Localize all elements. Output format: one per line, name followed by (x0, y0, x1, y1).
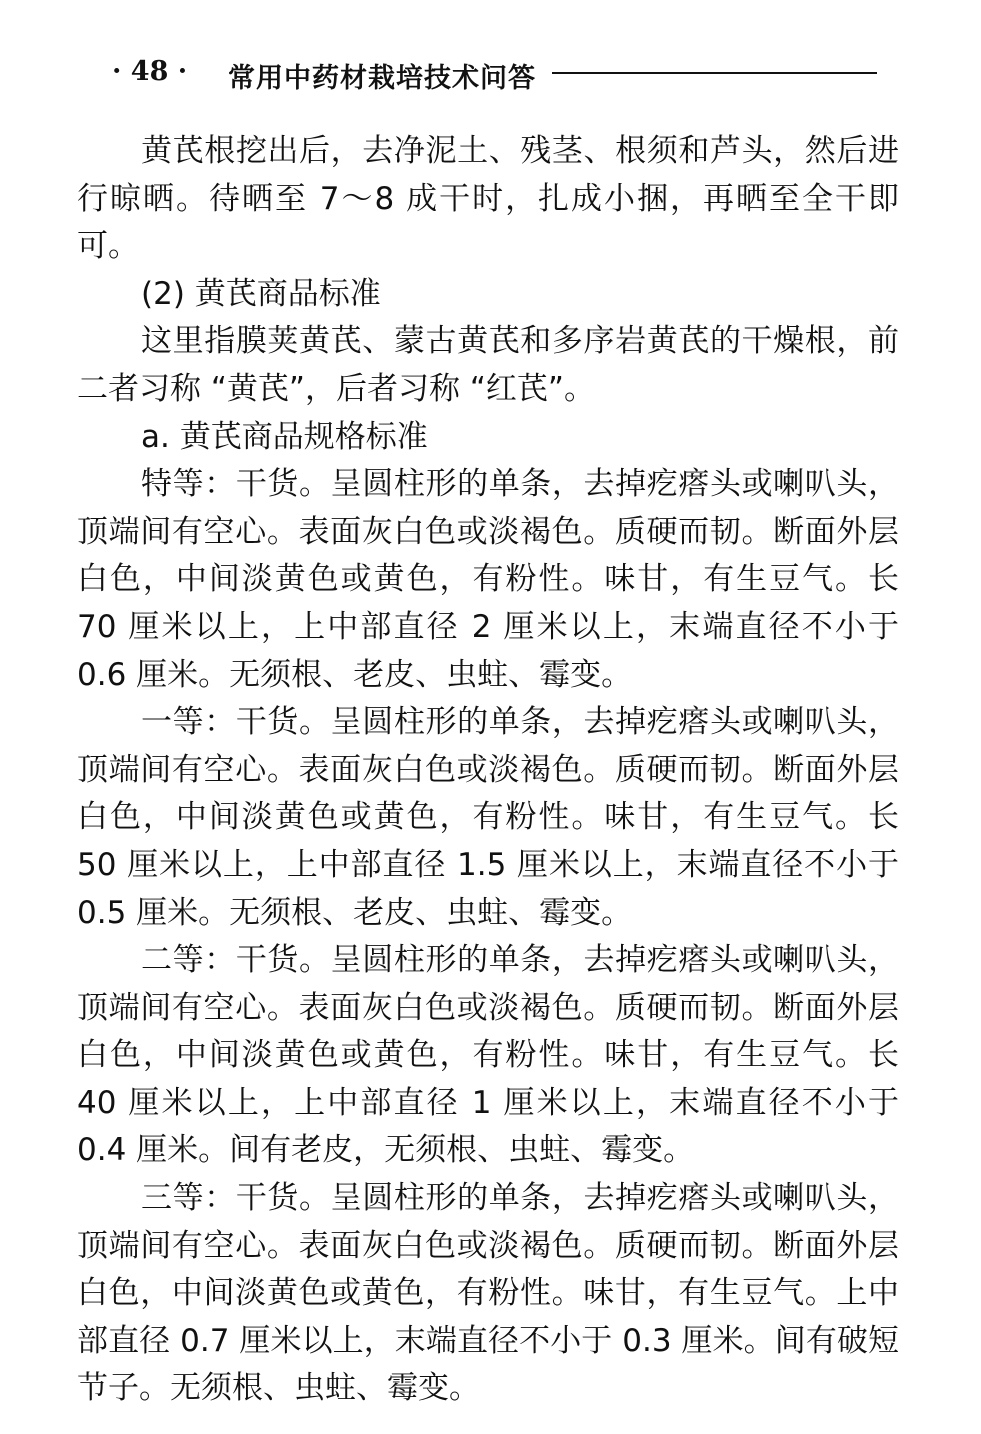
paragraph-grade-special: 特等：干货。呈圆柱形的单条，去掉疙瘩头或喇叭头，顶端间有空心。表面灰白色或淡褐色。质硬而韧。断面外层白色，中间淡黄色或黄色，有粉性。味甘，有生豆气。长 70 厘米以上，上中部直径 2 厘米以上，末端直径不小于 0.6 厘米。无须根、老皮、虫蛀、霉变。 (77, 466, 899, 693)
page-body (77, 128, 899, 1413)
page-header (112, 56, 882, 96)
section-heading: (2) 黄芪商品标准 (141, 275, 381, 312)
paragraph-grade-third: 三等：干货。呈圆柱形的单条，去掉疙瘩头或喇叭头，顶端间有空心。表面灰白色或淡褐色。质硬而韧。断面外层白色，中间淡黄色或黄色，有粉性。味甘，有生豆气。上中部直径 0.7 厘米以上，末端直径不小于 0.3 厘米。间有破短节子。无须根、虫蛀、霉变。 (77, 1180, 899, 1407)
page-number: · 48 · (112, 56, 188, 87)
paragraph-grade-first: 一等：干货。呈圆柱形的单条，去掉疙瘩头或喇叭头，顶端间有空心。表面灰白色或淡褐色。质硬而韧。断面外层白色，中间淡黄色或黄色，有粉性。味甘，有生豆气。长 50 厘米以上，上中部直径 1.5 厘米以上，末端直径不小于 0.5 厘米。无须根、老皮、虫蛀、霉变。 (77, 704, 899, 931)
book-title: 常用中药材栽培技术问答 (228, 63, 536, 94)
paragraph-definition: 这里指膜荚黄芪、蒙古黄芪和多序岩黄芪的干燥根，前二者习称 “黄芪”，后者习称 “红芪”。 (77, 323, 899, 407)
paragraph-drying: 黄芪根挖出后，去净泥土、残茎、根须和芦头，然后进行晾晒。待晒至 7～8 成干时，扎成小捆，再晒至全干即可。 (77, 133, 899, 265)
subsection-heading: a. 黄芪商品规格标准 (141, 418, 428, 455)
paragraph-grade-second: 二等：干货。呈圆柱形的单条，去掉疙瘩头或喇叭头，顶端间有空心。表面灰白色或淡褐色。质硬而韧。断面外层白色，中间淡黄色或黄色，有粉性。味甘，有生豆气。长 40 厘米以上，上中部直径 1 厘米以上，末端直径不小于 0.4 厘米。间有老皮，无须根、虫蛀、霉变。 (77, 942, 899, 1169)
header-rule (552, 72, 877, 74)
